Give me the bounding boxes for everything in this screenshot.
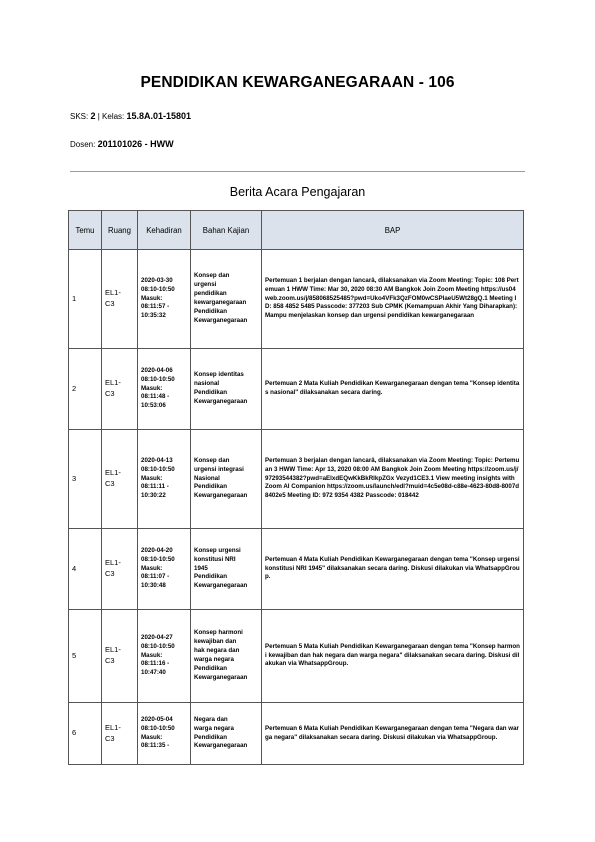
cell-temu: 5 bbox=[69, 610, 102, 703]
cell-ruang: EL1- C3 bbox=[102, 250, 138, 349]
page-title: PENDIDIKAN KEWARGANEGARAAN - 106 bbox=[140, 74, 455, 91]
table-row bbox=[69, 529, 524, 610]
cell-bap: Pertemuan 1 berjalan dengan lancarâ, dilaksanakan via Zoom Meeting: Topic: 108 Pertemuan 1 HWW Time: Mar 30, 2020 08:30 AM Bangkok Join Zoom Meeting https://us04web.zoom.us/j/858068525485?pwd=Uko4VFk3QzFOM0wCSPlaeU5Wt28gQ.1 Meeting ID: 858 4852 5485 Passcode: 377203 Sub CPMK (Kemampuan Akhir Yang Diharapkan): Mampu menjelaskan konsep dan urgensi pendidikan kewarganegaraan bbox=[262, 250, 524, 349]
sks-value: 2 bbox=[90, 111, 96, 121]
cell-ruang: EL1- C3 bbox=[102, 703, 138, 765]
cell-kehadiran: 2020-04-13 08:10-10:50 Masuk: 08:11:11 - 10:30:22 bbox=[138, 430, 191, 529]
cell-bap: Pertemuan 5 Mata Kuliah Pendidikan Kewarganegaraan dengan tema "Konsep harmoni kewajiban dan hak negara dan warga negara" dilaksanakan secara daring. Diskusi dilakukan via WhatsappGroup. bbox=[262, 610, 524, 703]
cell-kehadiran: 2020-05-04 08:10-10:50 Masuk: 08:11:35 - bbox=[138, 703, 191, 765]
cell-bap: Pertemuan 4 Mata Kuliah Pendidikan Kewarganegaraan dengan tema "Konsep urgensi konstitusi NRI 1945" dilaksanakan secara daring. Diskusi dilakukan via WhatsappGroup. bbox=[262, 529, 524, 610]
cell-ruang: EL1- C3 bbox=[102, 349, 138, 430]
kelas-label: Kelas: bbox=[102, 112, 125, 121]
cell-bahan-kajian: Konsep dan urgensi pendidikan kewarganegaraan Pendidikan Kewarganegaraan bbox=[191, 250, 262, 349]
dosen-label: Dosen: bbox=[70, 140, 96, 149]
cell-bahan-kajian: Konsep identitas nasional Pendidikan Kewarganegaraan bbox=[191, 349, 262, 430]
cell-ruang: EL1- C3 bbox=[102, 430, 138, 529]
header-bahan-kajian: Bahan Kajian bbox=[191, 211, 262, 250]
cell-bahan-kajian: Konsep urgensi konstitusi NRI 1945 Pendidikan Kewarganegaraan bbox=[191, 529, 262, 610]
lecturer-meta-line bbox=[70, 139, 174, 149]
cell-temu: 2 bbox=[69, 349, 102, 430]
cell-temu: 1 bbox=[69, 250, 102, 349]
header-temu: Temu bbox=[69, 211, 102, 250]
cell-kehadiran: 2020-03-30 08:10-10:50 Masuk: 08:11:57 - 10:35:32 bbox=[138, 250, 191, 349]
cell-temu: 6 bbox=[69, 703, 102, 765]
section-title: Berita Acara Pengajaran bbox=[229, 185, 366, 199]
header-bap: BAP bbox=[262, 211, 524, 250]
cell-kehadiran: 2020-04-27 08:10-10:50 Masuk: 08:11:16 - 10:47:40 bbox=[138, 610, 191, 703]
cell-temu: 3 bbox=[69, 430, 102, 529]
table-row bbox=[69, 349, 524, 430]
table-row bbox=[69, 703, 524, 765]
teaching-log-table bbox=[68, 210, 524, 765]
cell-bap: Pertemuan 6 Mata Kuliah Pendidikan Kewarganegaraan dengan tema "Negara dan warga negara" dilaksanakan secara daring. Diskusi dilakukan via WhatsappGroup. bbox=[262, 703, 524, 765]
table-row bbox=[69, 250, 524, 349]
header-kehadiran: Kehadiran bbox=[138, 211, 191, 250]
cell-bahan-kajian: Negara dan warga negara Pendidikan Kewarganegaraan bbox=[191, 703, 262, 765]
header-ruang: Ruang bbox=[102, 211, 138, 250]
cell-bahan-kajian: Konsep dan urgensi integrasi Nasional Pendidikan Kewarganegaraan bbox=[191, 430, 262, 529]
cell-ruang: EL1- C3 bbox=[102, 529, 138, 610]
cell-temu: 4 bbox=[69, 529, 102, 610]
cell-bap: Pertemuan 3 berjalan dengan lancarâ, dilaksanakan via Zoom Meeting: Topic: Pertemuan 3 HWW Time: Apr 13, 2020 08:00 AM Bangkok Join Zoom Meeting https://zoom.us/j/97293544382?pwd=aElxdEQwKkBkRlkpZGx Vezyd1CE3.1 View meeting insights with Zoom AI Companion https://zoom.us/launch/edl?muid=4c5e08d-c88e-4623-80d8-8007d8402e5 Meeting ID: 972 9354 4382 Passcode: 018442 bbox=[262, 430, 524, 529]
table-header-row bbox=[69, 211, 524, 250]
dosen-value: 201101026 - HWW bbox=[97, 139, 174, 149]
sks-label: SKS: bbox=[70, 112, 89, 121]
cell-bap: Pertemuan 2 Mata Kuliah Pendidikan Kewarganegaraan dengan tema "Konsep identitas nasional" dilaksanakan secara daring. bbox=[262, 349, 524, 430]
cell-kehadiran: 2020-04-20 08:10-10:50 Masuk: 08:11:07 - 10:30:48 bbox=[138, 529, 191, 610]
course-meta-line bbox=[70, 111, 191, 121]
cell-bahan-kajian: Konsep harmoni kewajiban dan hak negara dan warga negara Pendidikan Kewarganegaraan bbox=[191, 610, 262, 703]
table-row bbox=[69, 430, 524, 529]
cell-kehadiran: 2020-04-06 08:10-10:50 Masuk: 08:11:48 - 10:53:06 bbox=[138, 349, 191, 430]
cell-ruang: EL1- C3 bbox=[102, 610, 138, 703]
kelas-value: 15.8A.01-15801 bbox=[126, 111, 192, 121]
meta-separator: | bbox=[97, 112, 100, 121]
table-row bbox=[69, 610, 524, 703]
horizontal-divider bbox=[70, 171, 525, 172]
